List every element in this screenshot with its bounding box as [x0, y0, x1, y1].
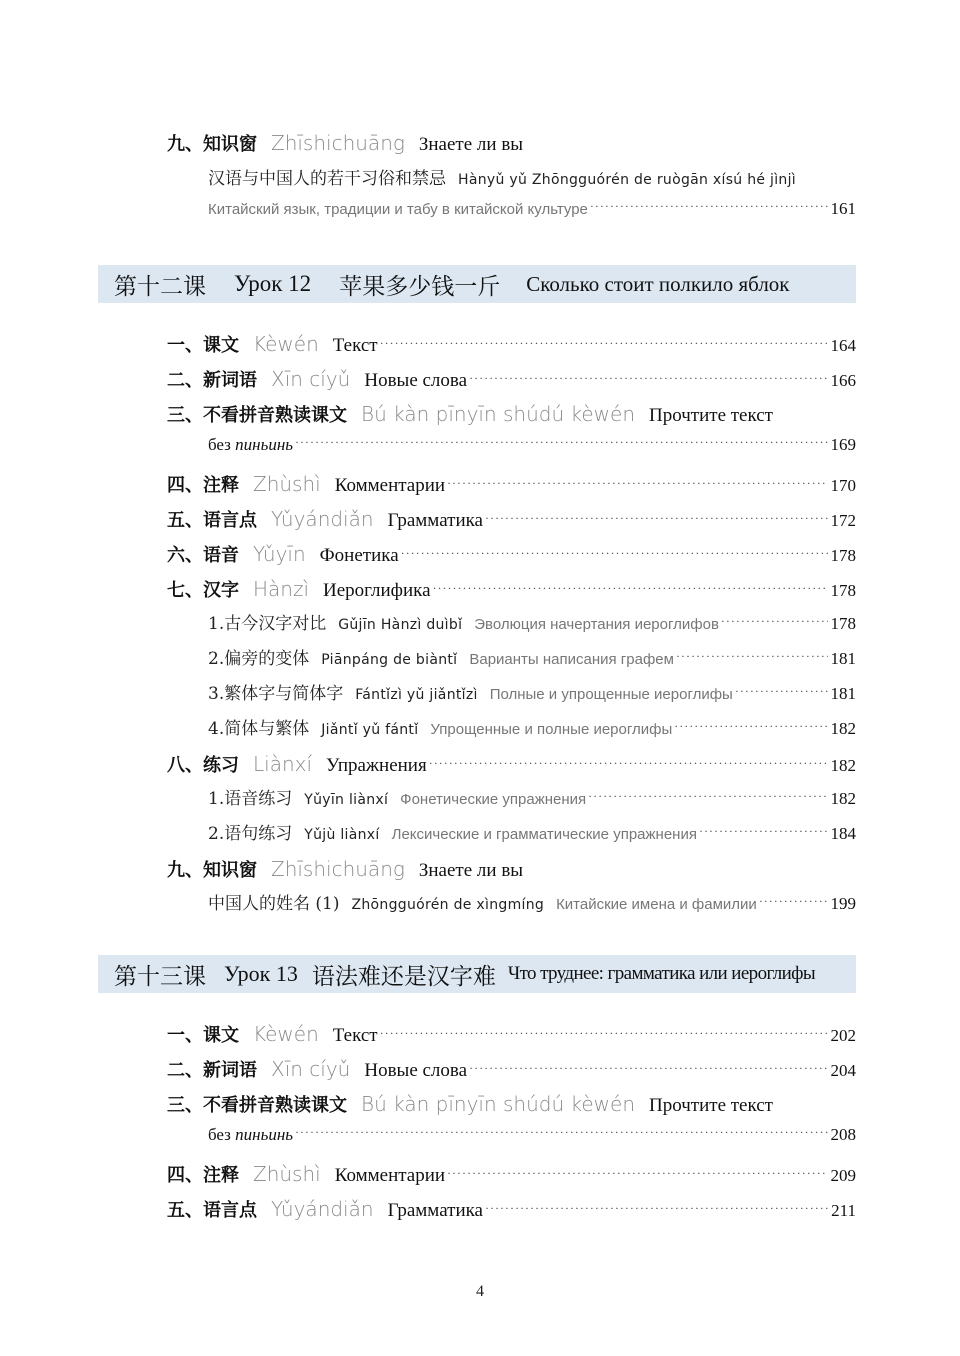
subentry-pinyin: Gǔjīn Hànzì duìbǐ [338, 617, 463, 633]
russian-title: Прочтите текст [649, 1095, 773, 1116]
toc-subentry-exercise-1[interactable] [208, 784, 856, 809]
pinyin: Zhīshichuāng [271, 131, 405, 155]
page-number: 202 [830, 1026, 856, 1045]
dot-leader [469, 1061, 827, 1076]
subentry-pinyin: Piānpáng de biàntǐ [321, 652, 458, 668]
section-number-cn: 四、注释 [167, 475, 239, 496]
page-number: 182 [830, 719, 856, 738]
section-number-cn: 七、汉字 [167, 580, 239, 601]
dot-leader [735, 684, 828, 699]
lesson-cn-number: 第十三课 [114, 963, 206, 990]
pinyin: Yǔyīn [253, 542, 306, 566]
russian-title: Комментарии [334, 1165, 446, 1186]
section-number-cn: 三、不看拼音熟读课文 [167, 405, 347, 426]
russian-title: Новые слова [364, 1060, 468, 1081]
continuation-italic: пиньинь [235, 1125, 293, 1144]
dot-leader [429, 756, 828, 771]
toc-entry-knowledge-window[interactable] [167, 130, 856, 156]
section-number-cn: 一、课文 [167, 335, 239, 356]
subentry-pinyin: Yǔjù liànxí [304, 827, 380, 843]
pinyin: Kèwén [253, 332, 319, 356]
russian-title: Текст [332, 1025, 378, 1046]
section-number-cn: 八、练习 [167, 755, 239, 776]
subentry-ru: Упрощенные и полные иероглифы [430, 721, 673, 738]
pinyin: Hànzì [253, 577, 310, 601]
continuation-italic: пиньинь [235, 435, 293, 454]
dot-leader [588, 789, 827, 804]
russian-title: Знаете ли вы [418, 860, 524, 881]
page-number: 172 [830, 511, 856, 530]
page-number: 204 [830, 1061, 856, 1080]
toc-subentry-cn [208, 164, 856, 189]
toc-entry-new-words[interactable] [167, 1056, 856, 1082]
russian-title: Текст [332, 335, 378, 356]
toc-entry-grammar[interactable] [167, 506, 856, 532]
pinyin: Zhùshì [253, 472, 321, 496]
dot-leader [295, 435, 828, 450]
lesson-cn-title: 语法难还是汉字难 [311, 963, 496, 990]
lesson-ru-title: Что труднее: грамматика или иероглифы [507, 963, 816, 984]
toc-entry-phonetics[interactable] [167, 541, 856, 567]
subentry-ru: Лексические и грамматические упражнения [391, 826, 697, 843]
russian-title: Упражнения [326, 755, 427, 776]
russian-title: Прочтите текст [649, 405, 773, 426]
lesson-13-header[interactable] [98, 955, 856, 993]
subentry-pinyin: Yǔyīn liànxí [304, 792, 389, 808]
subentry-cn: 2.偏旁的变体 [208, 649, 310, 669]
subentry-cn: 1.古今汉字对比 [208, 614, 327, 634]
toc-subentry-hanzi-1[interactable] [208, 609, 856, 634]
toc-entry-exercises[interactable] [167, 751, 856, 777]
section-number-cn: 五、语言点 [167, 1200, 257, 1221]
subentry-cn: 2.语句练习 [208, 824, 293, 844]
pinyin: Kèwén [253, 1022, 319, 1046]
russian-title: Новые слова [364, 370, 468, 391]
section-number-cn: 二、新词语 [167, 1060, 257, 1081]
russian-title: Знаете ли вы [418, 134, 524, 155]
pinyin: Bú kàn pīnyīn shúdú kèwén [361, 1092, 636, 1116]
section-number-cn: 一、课文 [167, 1025, 239, 1046]
lesson-ru-number: Урок 13 [224, 961, 298, 986]
toc-subentry-exercise-2[interactable] [208, 819, 856, 844]
toc-entry-read-without-pinyin-cont[interactable] [208, 1125, 856, 1145]
dot-leader [485, 511, 828, 526]
page-number: 184 [830, 824, 856, 843]
subentry-pinyin: Zhōngguórén de xìngmíng [351, 897, 545, 913]
lesson-ru-title: Сколько стоит полкило яблок [526, 271, 790, 296]
page-number: 182 [830, 789, 856, 808]
page-number: 178 [830, 614, 856, 633]
dot-leader [433, 581, 828, 596]
dot-leader [380, 336, 828, 351]
continuation-prefix: без [208, 435, 236, 454]
dot-leader [674, 719, 827, 734]
toc-entry-text[interactable] [167, 1021, 856, 1047]
dot-leader [676, 649, 828, 664]
page-number: 181 [830, 684, 856, 703]
subentry-ru: Китайские имена и фамилии [556, 896, 757, 913]
dot-leader [590, 199, 828, 214]
pinyin: Xīn cíyǔ [271, 367, 351, 391]
section-number-cn: 九、知识窗 [167, 134, 257, 155]
dot-leader [295, 1125, 828, 1140]
subentry-ru: Фонетические упражнения [400, 791, 587, 808]
subentry-cn: 4.简体与繁体 [208, 719, 310, 739]
dot-leader [401, 546, 828, 561]
dot-leader [721, 614, 828, 629]
continuation-prefix: без [208, 1125, 236, 1144]
pinyin: Liànxí [253, 752, 313, 776]
subentry-cn: 汉语与中国人的若干习俗和禁忌 [208, 169, 446, 189]
page-number: 182 [830, 756, 856, 775]
russian-title: Грамматика [387, 510, 483, 531]
pinyin: Xīn cíyǔ [271, 1057, 351, 1081]
pinyin: Bú kàn pīnyīn shúdú kèwén [361, 402, 636, 426]
dot-leader [469, 371, 827, 386]
toc-entry-read-without-pinyin[interactable] [167, 1091, 856, 1117]
toc-entry-knowledge-window-12[interactable] [167, 856, 856, 882]
toc-entry-new-words[interactable] [167, 366, 856, 392]
pinyin: Zhīshichuāng [271, 857, 405, 881]
pinyin: Yǔyándiǎn [271, 507, 374, 531]
subentry-ru: Китайский язык, традиции и табу в китайской культуре [208, 201, 588, 218]
subentry-pinyin: Hànyǔ yǔ Zhōngguórén de ruògān xísú hé jìnjì [458, 172, 796, 188]
page-number: 164 [830, 336, 856, 355]
page-number: 199 [830, 894, 856, 913]
page-number: 209 [830, 1166, 856, 1185]
russian-title: Фонетика [319, 545, 399, 566]
page-number-footer: 4 [476, 1283, 484, 1300]
page-number: 170 [830, 476, 856, 495]
subentry-ru: Эволюция начертания иероглифов [474, 616, 719, 633]
page-number: 181 [830, 649, 856, 668]
toc-entry-text[interactable] [167, 331, 856, 357]
toc-entry-read-without-pinyin-cont[interactable] [208, 435, 856, 455]
section-number-cn: 九、知识窗 [167, 860, 257, 881]
section-number-cn: 四、注释 [167, 1165, 239, 1186]
russian-title: Грамматика [387, 1200, 483, 1221]
pinyin: Yǔyándiǎn [271, 1197, 374, 1221]
dot-leader [380, 1026, 828, 1041]
page-number: 166 [830, 371, 856, 390]
toc-subentry-chinese-names[interactable] [208, 889, 856, 914]
section-number-cn: 五、语言点 [167, 510, 257, 531]
section-number-cn: 二、新词语 [167, 370, 257, 391]
lesson-cn-number: 第十二课 [114, 273, 206, 300]
subentry-pinyin: Fántǐzì yǔ jiǎntǐzì [355, 687, 478, 703]
toc-subentry-hanzi-2[interactable] [208, 644, 856, 669]
page-number: 178 [830, 581, 856, 600]
subentry-cn: 中国人的姓名 (1) [208, 894, 340, 914]
subentry-ru: Полные и упрощенные иероглифы [489, 686, 733, 703]
dot-leader [759, 894, 828, 909]
page-number: 178 [830, 546, 856, 565]
toc-subentry-hanzi-4[interactable] [208, 714, 856, 739]
subentry-cn: 3.繁体字与简体字 [208, 684, 344, 704]
dot-leader [699, 824, 828, 839]
dot-leader [447, 1166, 827, 1181]
dot-leader [485, 1201, 828, 1216]
lesson-ru-number: Урок 12 [234, 271, 312, 296]
toc-entry-grammar[interactable] [167, 1196, 856, 1222]
section-number-cn: 三、不看拼音熟读课文 [167, 1095, 347, 1116]
toc-entry-comments[interactable] [167, 1161, 856, 1187]
lesson-cn-title: 苹果多少钱一斤 [339, 273, 501, 300]
subentry-cn: 1.语音练习 [208, 789, 293, 809]
page-number: 211 [831, 1201, 856, 1220]
toc-entry-hieroglyphics[interactable] [167, 576, 856, 602]
page-number: 208 [830, 1125, 856, 1144]
page-number: 169 [830, 435, 856, 454]
dot-leader [447, 476, 827, 491]
page-number: 161 [830, 199, 856, 218]
russian-title: Иероглифика [323, 580, 431, 601]
toc-entry-read-without-pinyin[interactable] [167, 401, 856, 427]
pinyin: Zhùshì [253, 1162, 321, 1186]
subentry-pinyin: Jiǎntǐ yǔ fántǐ [321, 722, 419, 738]
subentry-ru: Варианты написания графем [469, 651, 674, 668]
section-number-cn: 六、语音 [167, 545, 239, 566]
russian-title: Комментарии [334, 475, 446, 496]
lesson-12-header[interactable] [98, 265, 856, 303]
toc-entry-comments[interactable] [167, 471, 856, 497]
toc-subentry-hanzi-3[interactable] [208, 679, 856, 704]
toc-subentry-ru[interactable] [208, 199, 856, 219]
